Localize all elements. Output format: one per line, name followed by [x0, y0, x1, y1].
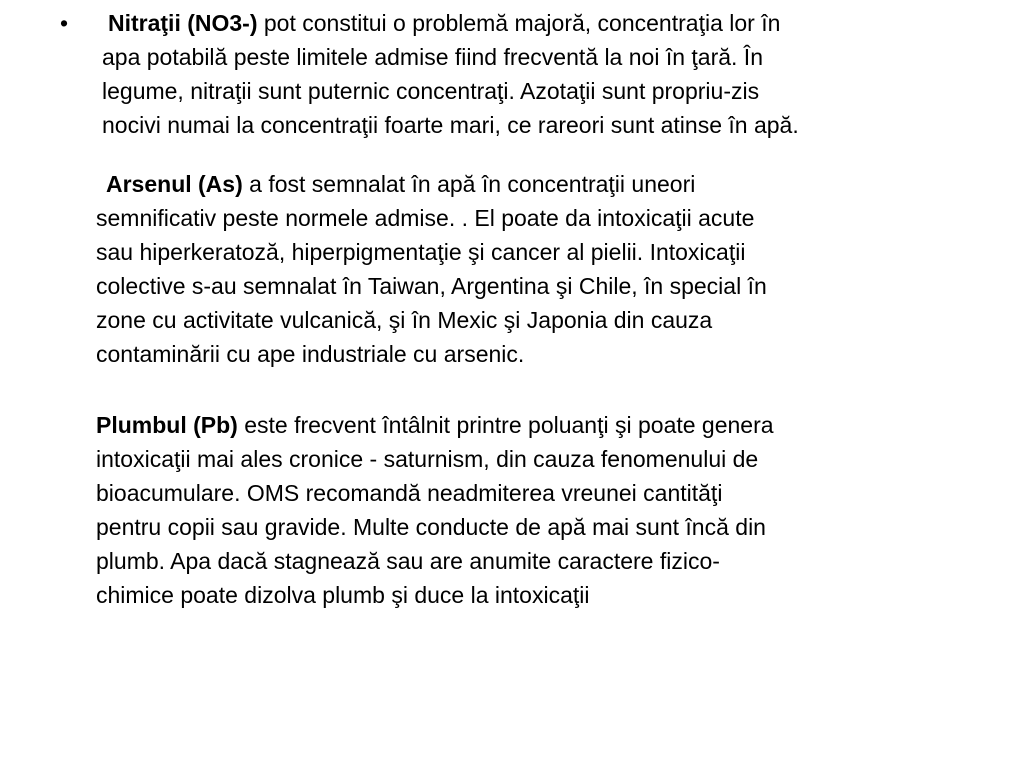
paragraph-line: nocivi numai la concentraţii foarte mari, ce rareori sunt atinse în apă. [102, 112, 799, 138]
paragraph-line [96, 167, 996, 201]
paragraph-line [96, 408, 996, 442]
paragraph-text: este frecvent întâlnit printre poluanţi şi poate genera [237, 412, 774, 438]
paragraph-text: a fost semnalat în apă în concentraţii uneori [242, 171, 696, 197]
paragraph-line: plumb. Apa dacă stagnează sau are anumite caractere fizico- [96, 548, 720, 574]
paragraph-title-plumb: Plumbul (Pb) [96, 412, 238, 438]
paragraph-line: bioacumulare. OMS recomandă neadmiterea vreunei cantităţi [96, 480, 723, 506]
paragraph-line: zone cu activitate vulcanică, şi în Mexic şi Japonia din cauza [96, 307, 713, 333]
paragraph-line: contaminării cu ape industriale cu arsenic. [96, 341, 525, 367]
paragraph-line: semnificativ peste normele admise. . El poate da intoxicaţii acute [96, 205, 755, 231]
paragraph-line: pentru copii sau gravide. Multe conducte de apă mai sunt încă din [96, 514, 766, 540]
paragraph-line: chimice poate dizolva plumb şi duce la intoxicaţii [96, 582, 590, 608]
paragraph-plumb [96, 408, 996, 612]
paragraph-arsen [96, 167, 996, 371]
paragraph-text: pot constitui o problemă majoră, concentraţia lor în [257, 10, 781, 36]
paragraph-line: legume, nitraţii sunt puternic concentraţi. Azotaţii sunt propriu-zis [102, 78, 760, 104]
paragraph-line [102, 6, 1002, 40]
paragraph-line: intoxicaţii mai ales cronice - saturnism, din cauza fenomenului de [96, 446, 759, 472]
paragraph-line: apa potabilă peste limitele admise fiind frecventă la noi în ţară. În [102, 44, 763, 70]
paragraph-title-nitrati: Nitraţii (NO3-) [108, 10, 258, 36]
paragraph-nitrati [102, 6, 1002, 142]
paragraph-line: sau hiperkeratoză, hiperpigmentaţie şi cancer al pielii. Intoxicaţii [96, 239, 746, 265]
bullet-marker: • [60, 10, 69, 36]
paragraph-title-arsen: Arsenul (As) [106, 171, 243, 197]
paragraph-line: colective s-au semnalat în Taiwan, Argentina şi Chile, în special în [96, 273, 767, 299]
